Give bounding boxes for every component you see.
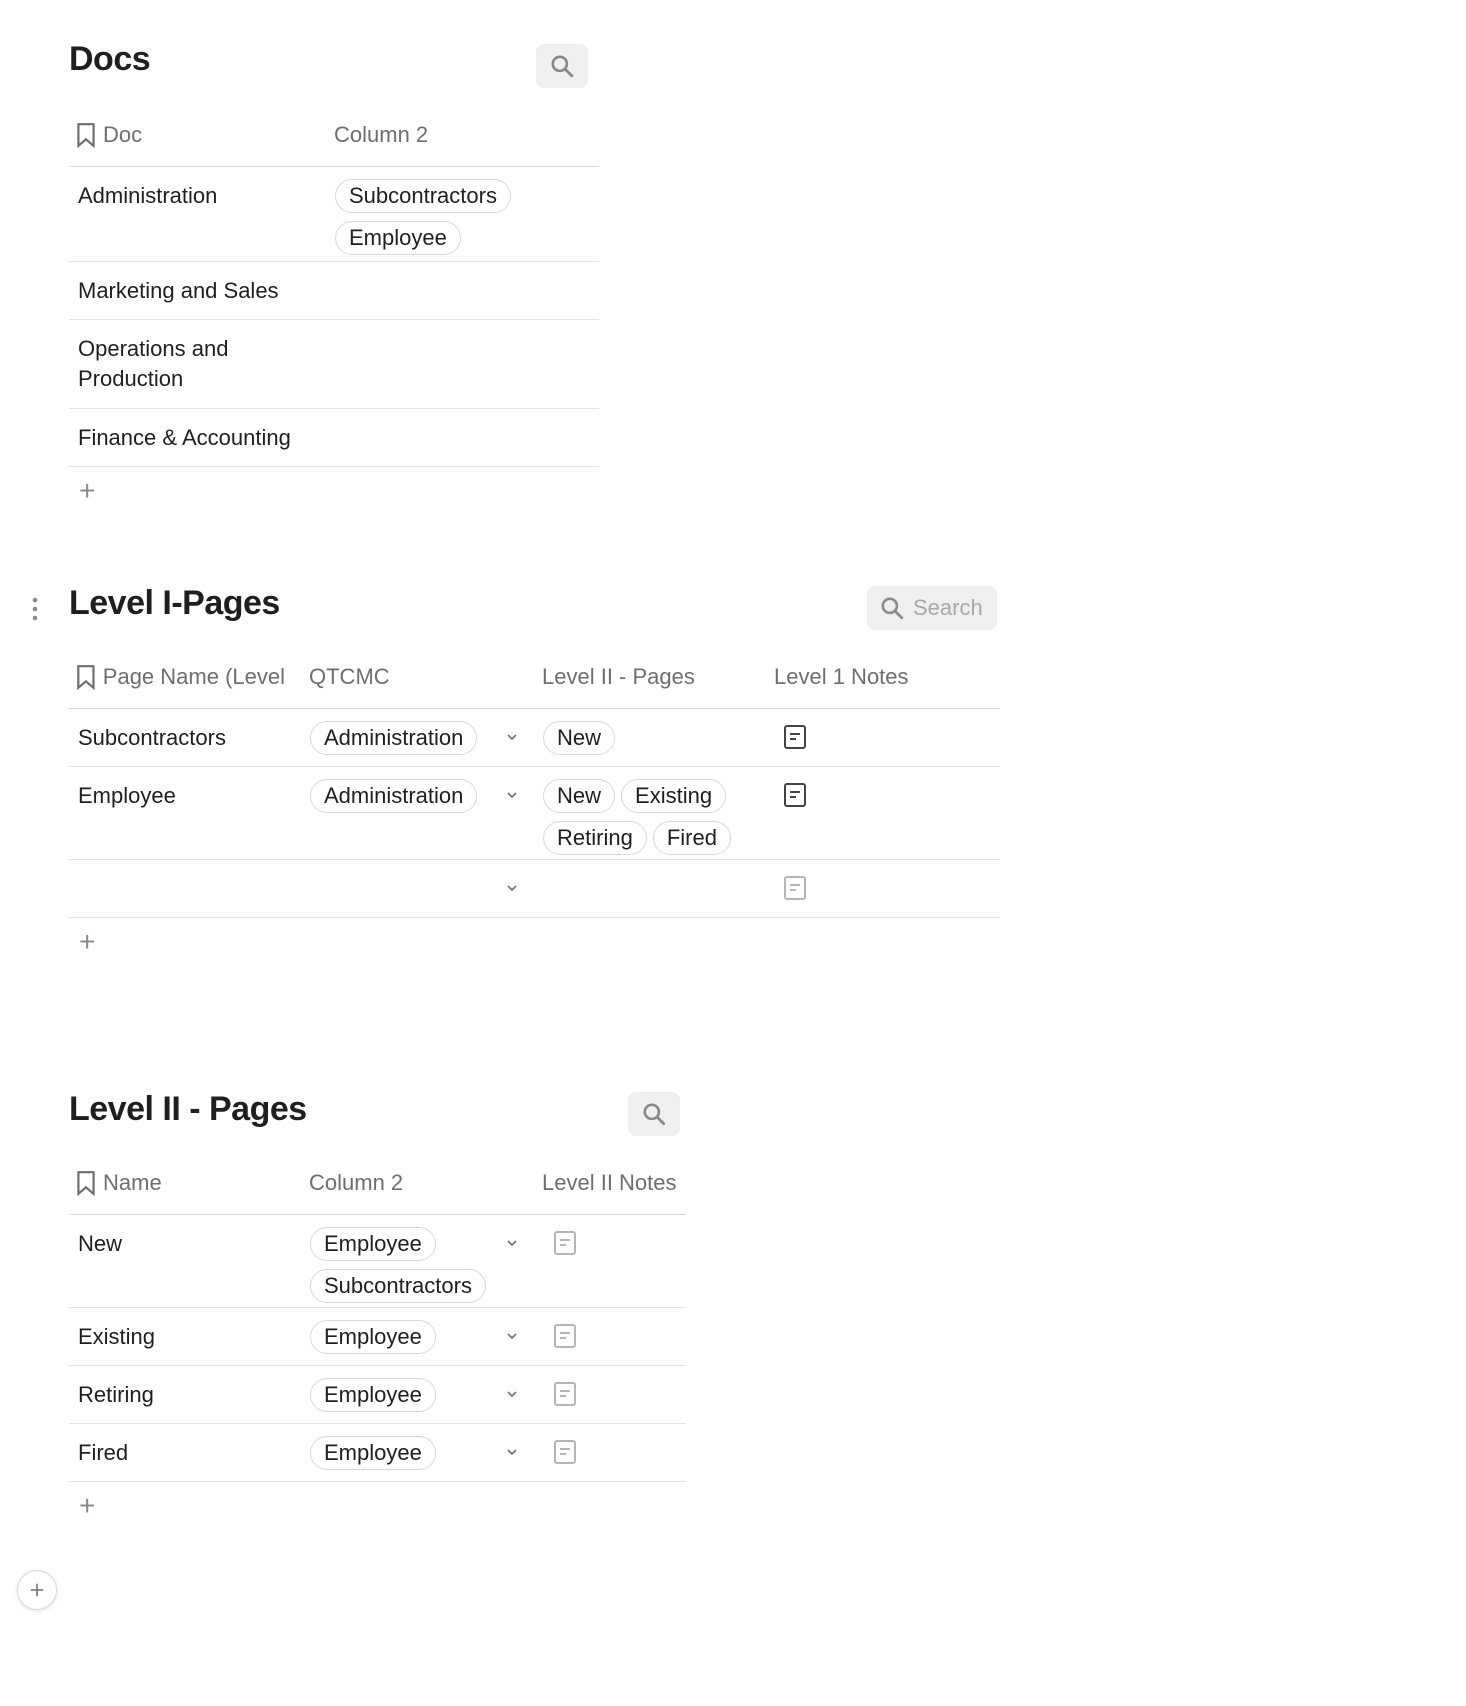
page-name-cell[interactable]: Employee <box>78 783 176 808</box>
level1-table-header <box>69 646 1000 709</box>
tag-retiring[interactable]: Retiring <box>543 821 647 855</box>
column-header-label: Doc <box>103 122 143 147</box>
tag-employee[interactable]: Employee <box>310 1320 436 1354</box>
doc-name-cell[interactable]: Operations and Production <box>78 336 229 391</box>
tag-existing[interactable]: Existing <box>621 779 726 813</box>
search-icon <box>879 595 905 621</box>
doc-name-cell[interactable]: Marketing and Sales <box>78 278 279 303</box>
column-header-page-name[interactable] <box>75 646 285 708</box>
docs-title: Docs <box>69 40 151 78</box>
search-icon <box>549 53 575 79</box>
qtcmc-cell[interactable] <box>310 721 477 755</box>
table-row[interactable] <box>69 167 599 262</box>
note-icon[interactable] <box>552 1438 578 1466</box>
add-row-button[interactable]: + <box>79 475 96 506</box>
doc-name-cell[interactable]: Administration <box>78 183 218 208</box>
chevron-down-icon[interactable] <box>504 1386 520 1402</box>
table-row[interactable] <box>69 320 599 409</box>
name-cell[interactable]: Retiring <box>78 1382 154 1407</box>
add-row-button[interactable]: + <box>79 926 96 957</box>
column-2-cell[interactable] <box>310 1227 500 1303</box>
column-header-doc[interactable] <box>75 104 325 166</box>
table-row[interactable] <box>69 1308 686 1366</box>
add-block-button[interactable] <box>17 1570 57 1610</box>
column-header-label: Level 1 Notes <box>774 664 909 689</box>
column-2-cell[interactable] <box>310 1378 436 1412</box>
tag-employee[interactable]: Employee <box>335 221 461 255</box>
level2-table <box>69 1152 686 1532</box>
column-header-name[interactable] <box>75 1152 285 1214</box>
tag-fired[interactable]: Fired <box>653 821 731 855</box>
note-icon[interactable] <box>782 874 808 902</box>
column-header-column-2[interactable] <box>309 1152 509 1214</box>
tag-administration[interactable]: Administration <box>310 779 477 813</box>
column-2-cell[interactable] <box>310 1320 436 1354</box>
column-header-column-2[interactable] <box>334 104 584 166</box>
level2-search-button[interactable] <box>628 1092 680 1136</box>
chevron-down-icon[interactable] <box>504 1444 520 1460</box>
name-cell[interactable]: Fired <box>78 1440 129 1465</box>
chevron-down-icon[interactable] <box>504 787 520 803</box>
bookmark-icon <box>75 664 97 690</box>
column-header-label: QTCMC <box>309 664 390 689</box>
table-row[interactable] <box>69 262 599 320</box>
add-row-area <box>69 1482 686 1532</box>
drag-handle-icon[interactable] <box>30 596 40 622</box>
note-icon[interactable] <box>552 1322 578 1350</box>
table-row[interactable] <box>69 1424 686 1482</box>
chevron-down-icon[interactable] <box>504 1328 520 1344</box>
table-row[interactable] <box>69 1215 686 1308</box>
chevron-down-icon[interactable] <box>504 880 520 896</box>
search-placeholder: Search <box>913 595 983 620</box>
column-header-label: Column 2 <box>309 1170 404 1195</box>
add-row-area <box>69 467 599 517</box>
search-icon <box>641 1101 667 1127</box>
column-header-label: Level II Notes <box>542 1170 677 1195</box>
note-icon[interactable] <box>782 723 808 751</box>
chevron-down-icon[interactable] <box>504 729 520 745</box>
tag-employee[interactable]: Employee <box>310 1436 436 1470</box>
column-header-label: Name <box>103 1170 162 1195</box>
column-2-cell[interactable] <box>310 1436 436 1470</box>
docs-table-header <box>69 104 599 167</box>
add-row-button[interactable]: + <box>79 1490 96 1521</box>
column-header-label: Level II - Pages <box>542 664 695 689</box>
chevron-down-icon[interactable] <box>504 1235 520 1251</box>
page-name-cell[interactable]: Subcontractors <box>78 725 226 750</box>
plus-icon <box>28 1581 46 1599</box>
doc-name-cell[interactable]: Finance & Accounting <box>78 425 291 450</box>
level1-table <box>69 646 1000 968</box>
table-row[interactable] <box>69 860 1000 918</box>
table-row[interactable] <box>69 1366 686 1424</box>
level-ii-pages-cell[interactable] <box>543 721 743 755</box>
column-header-qtcmc[interactable] <box>309 646 509 708</box>
bookmark-icon <box>75 122 97 148</box>
qtcmc-cell[interactable] <box>310 779 477 813</box>
level2-table-header <box>69 1152 686 1215</box>
table-row[interactable] <box>69 409 599 467</box>
tag-new[interactable]: New <box>543 779 615 813</box>
name-cell[interactable]: Existing <box>78 1324 156 1349</box>
name-cell[interactable]: New <box>78 1231 123 1256</box>
docs-search-button[interactable] <box>536 44 588 88</box>
column-header-label: Column 2 <box>334 122 429 147</box>
tag-subcontractors[interactable]: Subcontractors <box>310 1269 486 1303</box>
level2-title: Level II - Pages <box>69 1090 307 1128</box>
add-row-area <box>69 918 1000 968</box>
level1-title: Level I-Pages <box>69 584 280 622</box>
column-header-label: Page Name (Level <box>102 664 285 689</box>
column-header-level-ii-notes[interactable] <box>542 1152 692 1214</box>
tag-administration[interactable]: Administration <box>310 721 477 755</box>
column-2-cell[interactable] <box>335 179 555 255</box>
table-row[interactable] <box>69 709 1000 767</box>
note-icon[interactable] <box>552 1229 578 1257</box>
table-row[interactable] <box>69 767 1000 860</box>
docs-table <box>69 104 599 517</box>
note-icon[interactable] <box>782 781 808 809</box>
tag-employee[interactable]: Employee <box>310 1227 436 1261</box>
bookmark-icon <box>75 1170 97 1196</box>
tag-subcontractors[interactable]: Subcontractors <box>335 179 511 213</box>
level1-search-input[interactable] <box>867 586 997 630</box>
column-header-level-1-notes[interactable] <box>774 646 974 708</box>
tag-employee[interactable]: Employee <box>310 1378 436 1412</box>
column-header-level-ii-pages[interactable] <box>542 646 742 708</box>
note-icon[interactable] <box>552 1380 578 1408</box>
tag-new[interactable]: New <box>543 721 615 755</box>
level-ii-pages-cell[interactable] <box>543 779 743 855</box>
